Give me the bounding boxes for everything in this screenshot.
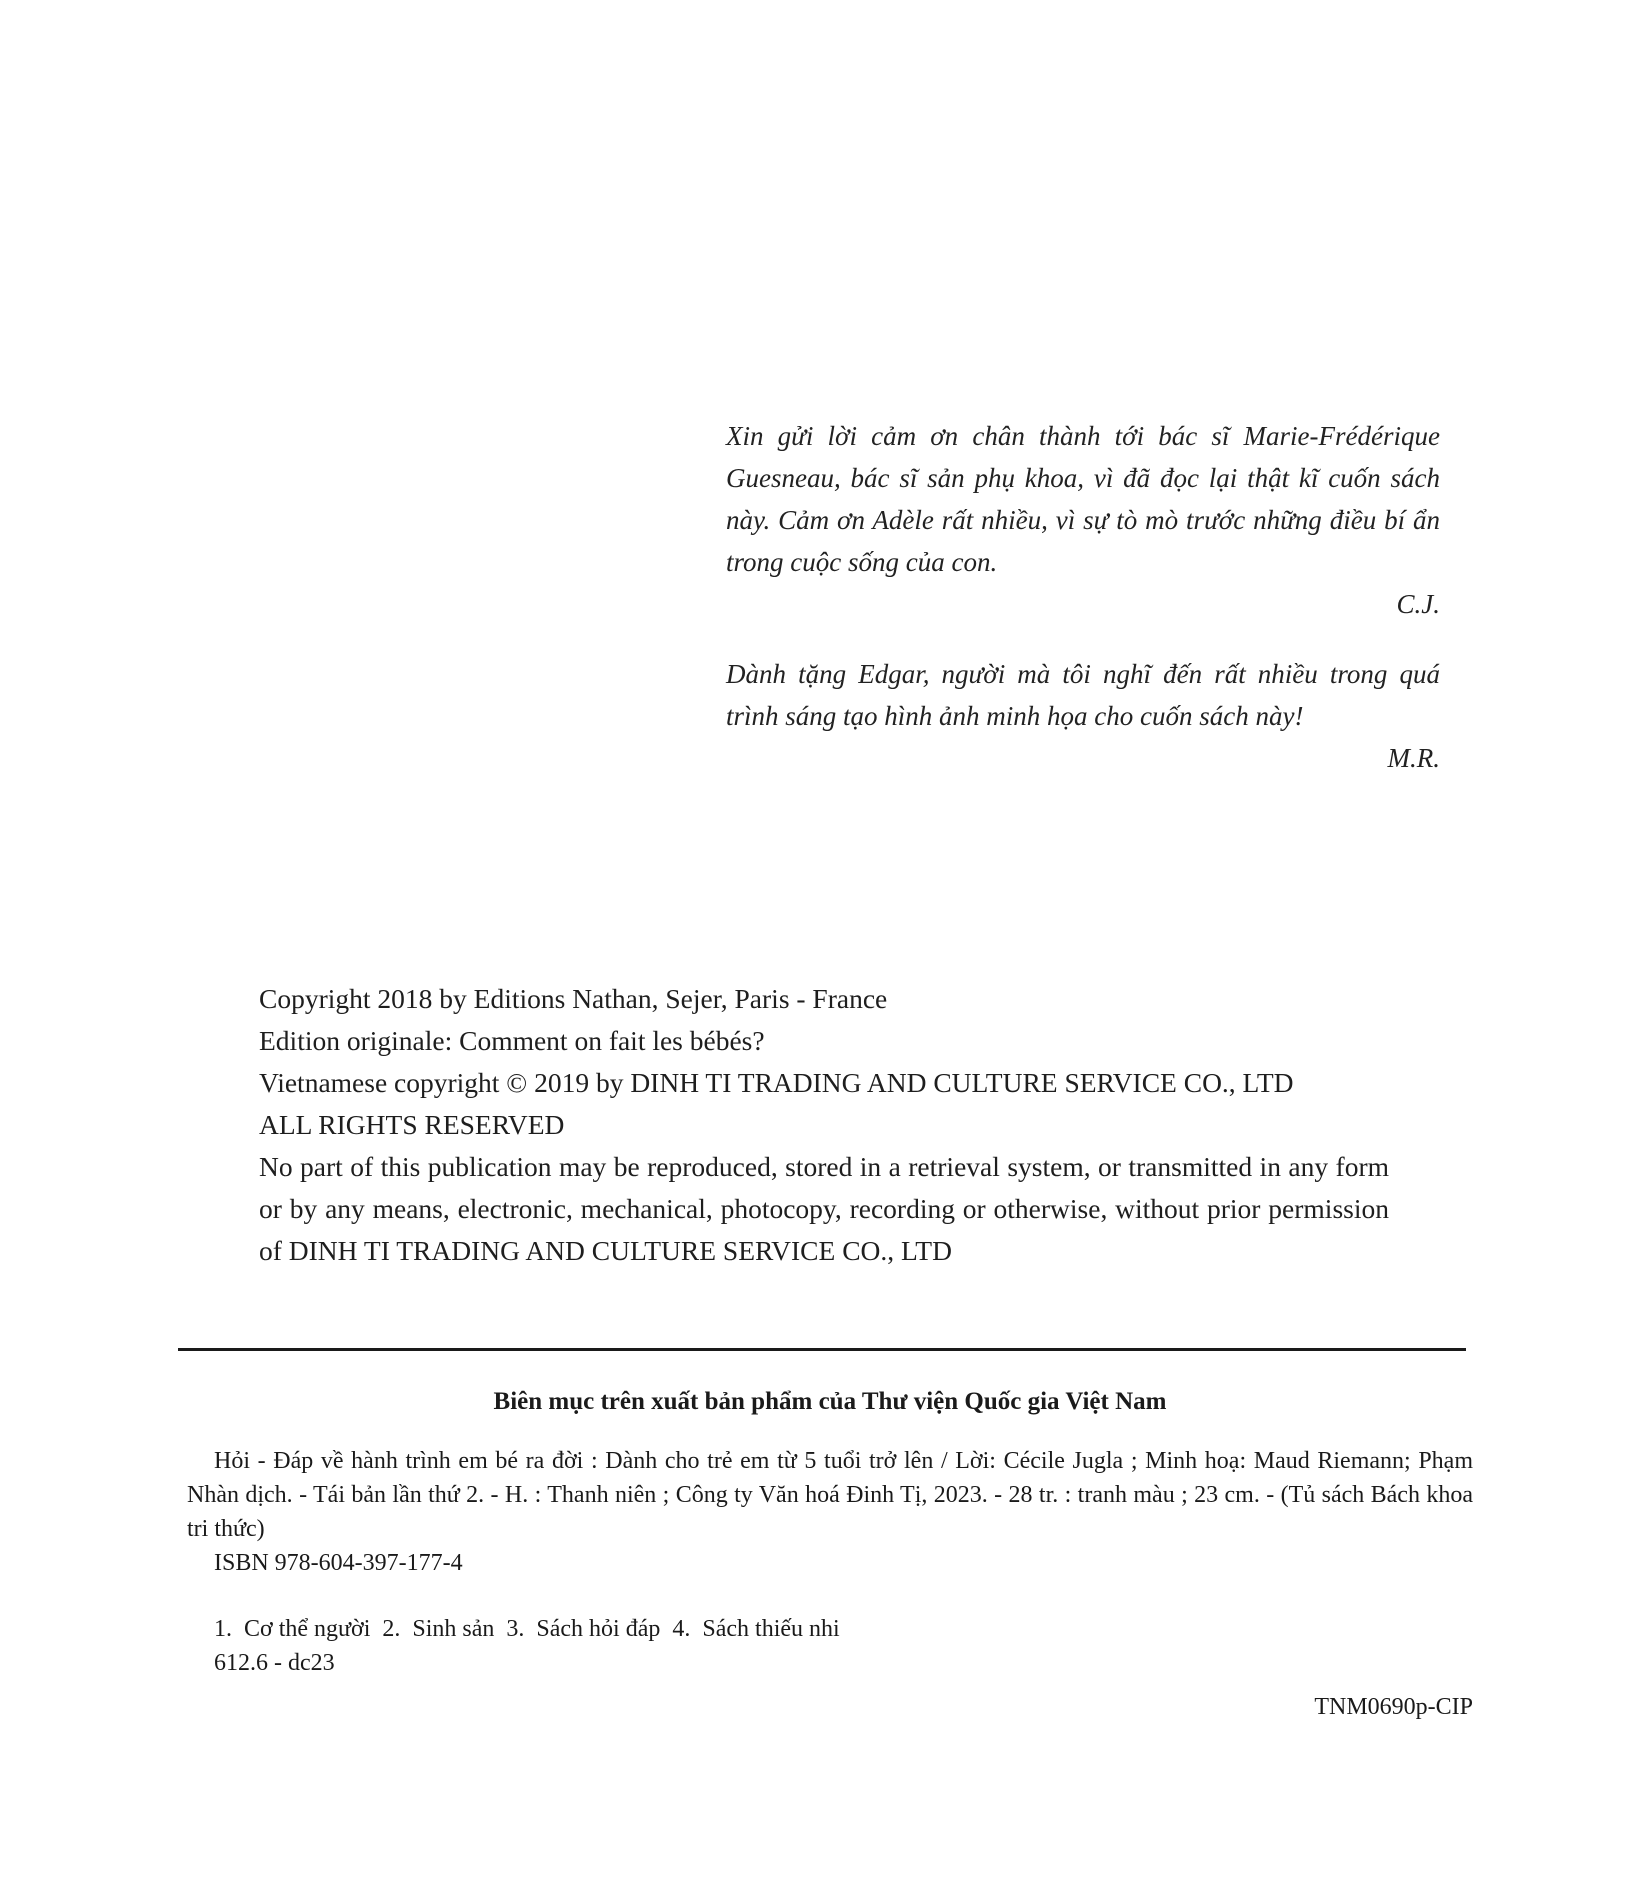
reproduction-notice: No part of this publication may be reproduced, stored in a retrieval system, or transmitted in any form or by any means, electronic, mechanical, photocopy, recording or otherwise, without prior permission of DINH TI TRADING AND CULTURE SERVICE CO., LTD [259, 1151, 1389, 1266]
dedications [726, 415, 1440, 779]
cip-subjects: 1. Cơ thể người 2. Sinh sản 3. Sách hỏi đáp 4. Sách thiếu nhi [214, 1616, 840, 1642]
dedication-signature: C.J. [1396, 589, 1440, 619]
copyright-vietnamese: Vietnamese copyright © 2019 by DINH TI TRADING AND CULTURE SERVICE CO., LTD [259, 1067, 1294, 1098]
copyright-original: Copyright 2018 by Editions Nathan, Sejer, Paris - France [259, 983, 888, 1014]
dedication-illustrator [726, 653, 1440, 779]
copyright-notice [259, 978, 1389, 1272]
dedication-text: Xin gửi lời cảm ơn chân thành tới bác sĩ Marie-Frédérique Guesneau, bác sĩ sản phụ khoa, vì đã đọc lại thật kĩ cuốn sách này. Cảm ơn Adèle rất nhiều, vì sự tò mò trước những điều bí ẩn trong cuộc sống của con. [726, 421, 1440, 577]
section-divider [178, 1348, 1466, 1351]
dedication-text: Dành tặng Edgar, người mà tôi nghĩ đến rất nhiều trong quá trình sáng tạo hình ảnh minh họa cho cuốn sách này! [726, 659, 1440, 731]
isbn: ISBN 978-604-397-177-4 [214, 1550, 463, 1576]
cip-code: TNM0690p-CIP [1314, 1694, 1473, 1720]
dedication-author [726, 415, 1440, 625]
cip-catalog-record [187, 1382, 1473, 1724]
all-rights-reserved: ALL RIGHTS RESERVED [259, 1109, 565, 1140]
cip-description: Hỏi - Đáp về hành trình em bé ra đời : Dành cho trẻ em từ 5 tuổi trở lên / Lời: Cécile Jugla ; Minh hoạ: Maud Riemann; Phạm Nhàn dịch. - Tái bản lần thứ 2. - H. : Thanh niên ; Công ty Văn hoá Đinh Tị, 2023. - 28 tr. : tranh màu ; 23 cm. - (Tủ sách Bách khoa tri thức) [187, 1448, 1473, 1542]
classification-number: 612.6 - dc23 [214, 1650, 335, 1676]
cip-heading: Biên mục trên xuất bản phẩm của Thư viện Quốc gia Việt Nam [493, 1388, 1167, 1415]
dedication-signature: M.R. [1387, 743, 1440, 773]
original-edition-title: Edition originale: Comment on fait les bébés? [259, 1025, 765, 1056]
